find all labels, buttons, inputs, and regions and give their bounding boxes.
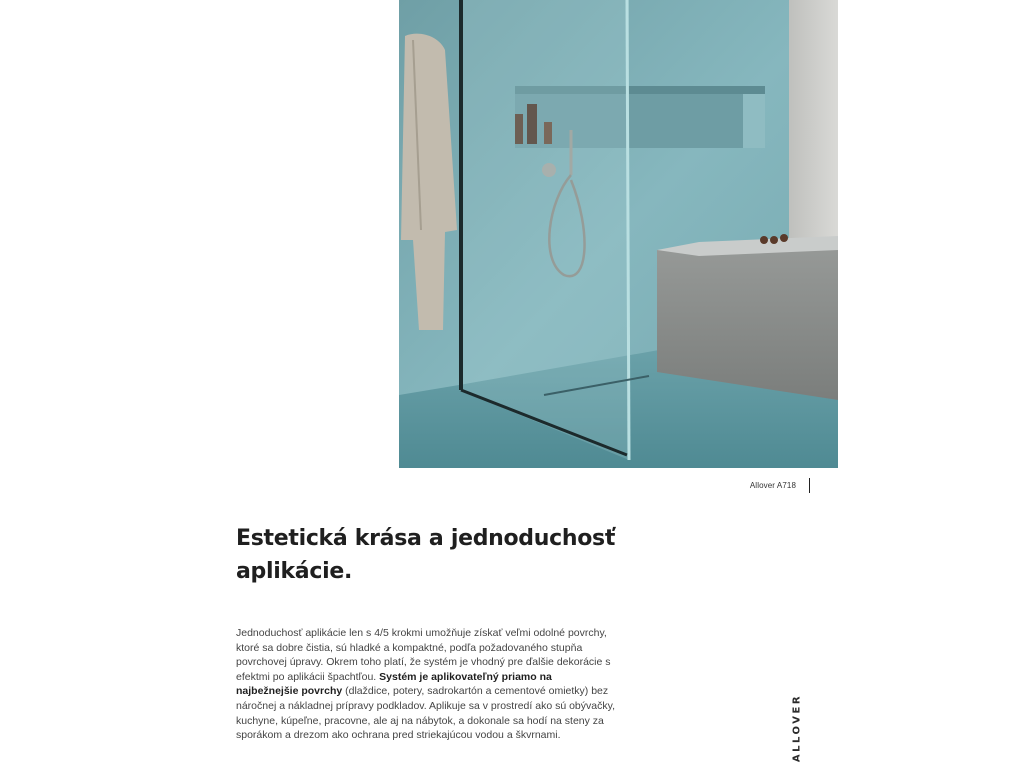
brand-logo-vertical [782, 690, 812, 766]
caption-divider [809, 478, 810, 493]
glass-panel [459, 0, 629, 460]
page-headline [236, 522, 716, 588]
bathroom-illustration [399, 0, 838, 468]
body-text-bold: Systém je aplikovateľný priamo na najbežnejšie povrchy [236, 670, 552, 698]
brand-name: ALLOVER [791, 693, 803, 763]
photo-caption-row [700, 478, 810, 494]
headline-line-2: aplikácie. [236, 559, 353, 584]
body-text-part-2: (dlaždice, potery, sadrokartón a cementové omietky) bez náročnej a nákladnej prípravy podkladov. Aplikuje sa v prostredí ako sú obývačky, kuchyne, kúpeľne, pracovne, ale aj na nábytok, a dokonale sa hodí na steny za sporákom a drezom ako ochrana pred striekajúcou vodou a škvrnami. [236, 685, 615, 742]
hero-photo [399, 0, 838, 468]
photo-caption: Allover A718 [749, 481, 796, 490]
right-wall [789, 0, 838, 240]
body-text-part-1: Jednoduchosť aplikácie len s 4/5 krokmi umožňuje získať veľmi odolné povrchy, ktoré sa dobre čistia, sú hladké a kompaktné, podľa požadovaného stupňa povrchovej úpravy. Okrem toho platí, že systém je vhodný pre ďalšie dekorácie s efektmi po aplikácii špachtľou. [236, 627, 611, 683]
headline-line-1: Estetická krása a jednoduchosť [236, 526, 616, 551]
body-paragraph [236, 626, 616, 743]
